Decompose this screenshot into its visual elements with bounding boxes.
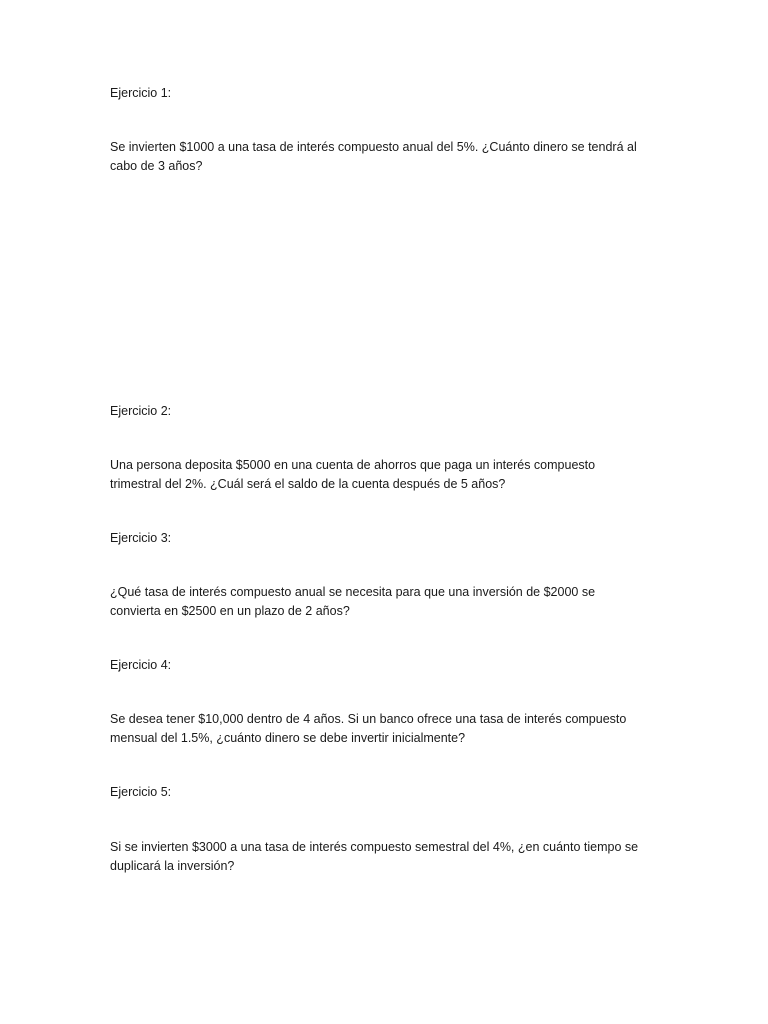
exercise-5-text-line-2: duplicará la inversión? bbox=[110, 859, 235, 873]
exercise-4-text-line-2: mensual del 1.5%, ¿cuánto dinero se debe invertir inicialmente? bbox=[110, 731, 466, 745]
exercise-1-text-line-2: cabo de 3 años? bbox=[110, 159, 203, 173]
exercise-1-heading: Ejercicio 1: bbox=[110, 86, 172, 100]
exercise-5-text-line-1: Si se invierten $3000 a una tasa de interés compuesto semestral del 4%, ¿en cuánto tiempo se bbox=[110, 840, 639, 854]
exercise-2-text-line-2: trimestral del 2%. ¿Cuál será el saldo de la cuenta después de 5 años? bbox=[110, 477, 506, 491]
exercise-2-heading: Ejercicio 2: bbox=[110, 404, 172, 418]
exercise-3-text-line-2: convierta en $2500 en un plazo de 2 años? bbox=[110, 604, 350, 618]
exercise-4-text-line-1: Se desea tener $10,000 dentro de 4 años. Si un banco ofrece una tasa de interés compuesto bbox=[110, 712, 627, 726]
exercise-4-heading: Ejercicio 4: bbox=[110, 658, 172, 672]
exercise-3-heading: Ejercicio 3: bbox=[110, 531, 172, 545]
exercise-3-text-line-1: ¿Qué tasa de interés compuesto anual se necesita para que una inversión de $2000 se bbox=[110, 585, 596, 599]
exercise-1-text-line-1: Se invierten $1000 a una tasa de interés compuesto anual del 5%. ¿Cuánto dinero se tendrá al bbox=[110, 140, 637, 154]
exercise-5-heading: Ejercicio 5: bbox=[110, 785, 172, 799]
exercise-2-text-line-1: Una persona deposita $5000 en una cuenta de ahorros que paga un interés compuesto bbox=[110, 458, 596, 472]
